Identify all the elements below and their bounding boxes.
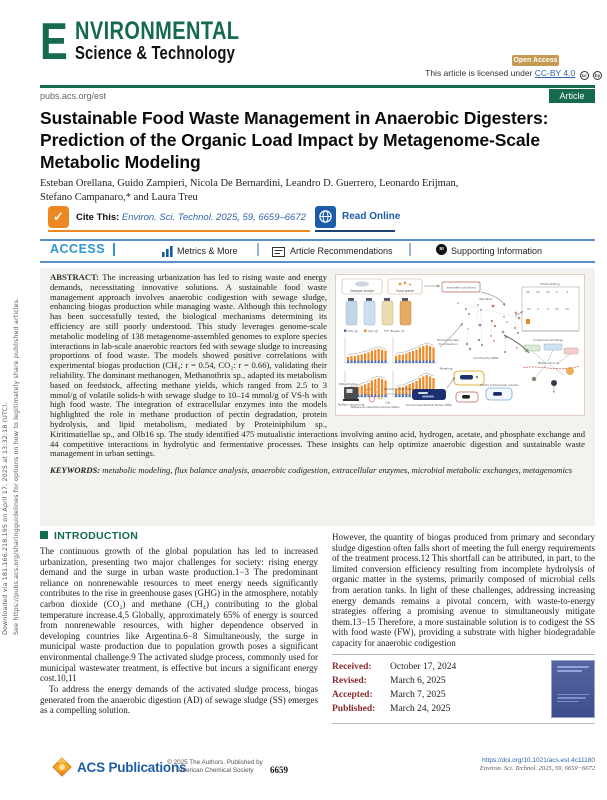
- svg-text:Biogas (L): Biogas (L): [390, 329, 405, 333]
- cc-by-link[interactable]: CC-BY 4.0: [534, 68, 576, 78]
- svg-text:Genome-Scale Metabolic Models: Genome-Scale Metabolic Models (GEMs): [405, 404, 453, 407]
- access-separator-2: [409, 243, 411, 256]
- intro-paragraph-1: The continuous growth of the global population has led to increased urbanization, presenting two major challenges for society: rising energy demand and the surge in urban waste production.1−3 The predominant reliance on nonrenewable resources to meet energy needs significantly contributes to the rise in greenhouse gases (GHG) in the atmosphere, notably carbon dioxide (CO₂) and methane (CH₄) contributing to the global temperature increase.4,5 Globally, approximately 65% of energy is sourced from nonrenewable resources, with higher dependence observed in developing countries like Argentina.6−8 Simultaneously, the surge in municipal waste production due to population growth poses a significant environmental challenge.9 The activated sludge process, commonly used for municipal wastewater treatment, is effective but incurs a significant energy cost.10,11: [40, 546, 318, 684]
- cc-icon: cc: [581, 73, 587, 78]
- dates-row: [332, 660, 595, 718]
- sharing-guidelines-line: See https://pubs.acs.org/sharingguidelines for options on how to legitimately share published articles.: [13, 297, 20, 635]
- cite-underline: [48, 230, 310, 232]
- journal-url: pubs.acs.org/est: [40, 91, 107, 101]
- open-access-badge[interactable]: Open Access: [513, 57, 558, 64]
- article-dates: [332, 660, 551, 718]
- page-title: Sustainable Food Waste Management in Anaerobic Digesters: Prediction of the Organic Load Impact by Metagenome-Scale Metabolic Modeling: [40, 108, 549, 172]
- figure-reactors: [346, 298, 411, 325]
- svg-text:Metabolic reconstruction: Metabolic reconstruction: [383, 388, 413, 391]
- metrics-link[interactable]: Metrics & More: [177, 246, 238, 256]
- received-date: October 17, 2024: [390, 661, 457, 672]
- globe-icon[interactable]: [315, 206, 336, 228]
- svg-text:Metagenome Assembled Genomes (: Metagenome Assembled Genomes (MAGs): [350, 406, 400, 409]
- logo-big-e: E: [40, 13, 68, 71]
- logo-science-technology: Science & Technology: [74, 41, 235, 63]
- svg-text:Methanothrix sp.: Methanothrix sp.: [538, 362, 560, 365]
- svg-text:Modeling: Modeling: [439, 366, 453, 371]
- doi-link[interactable]: https://doi.org/10.1021/acs.est.4c11180: [482, 757, 595, 764]
- recommendations-link[interactable]: Article Recommendations: [290, 246, 393, 256]
- copyright-notice: © 2025 The Authors. Published by American Chemical Society: [167, 759, 263, 774]
- figure-chart-legend: [344, 329, 404, 333]
- svg-text:Sewage sludge: Sewage sludge: [349, 289, 375, 293]
- doi-block: [420, 757, 595, 774]
- download-notice-line: Downloaded via 181.166.218.195 on April 17, 2025 at 13:32:18 (UTC).: [2, 402, 9, 635]
- section-square-icon: [40, 531, 48, 539]
- cite-check-icon[interactable]: ✓: [48, 206, 69, 228]
- metrics-chart-icon: [162, 246, 173, 257]
- recommendations-icon: [272, 247, 285, 257]
- svg-text:Simulated conditions: Simulated conditions: [446, 285, 476, 290]
- svg-text:Day: Day: [385, 401, 391, 405]
- cite-reference: Environ. Sci. Technol. 2025, 59, 6659–6672: [121, 212, 306, 223]
- svg-text:DNA extraction: DNA extraction: [339, 383, 358, 386]
- access-link[interactable]: ACCESS: [50, 242, 106, 256]
- published-date: March 24, 2025: [390, 703, 451, 714]
- svg-text:Validation: Validation: [479, 297, 493, 301]
- svg-text:Food waste: Food waste: [395, 289, 415, 293]
- received-label: Received:: [332, 661, 372, 672]
- license-prefix: This article is licensed under: [425, 68, 533, 78]
- read-online-button[interactable]: Read Online: [342, 211, 401, 222]
- authors-line-2: Stefano Campanaro,* and Laura Treu: [40, 192, 198, 204]
- logo-environmental: NVIRONMENTAL: [74, 17, 240, 45]
- abstract-section: [40, 268, 595, 526]
- journal-logo: [40, 13, 280, 71]
- svg-text:CO₂ (g): CO₂ (g): [368, 329, 379, 333]
- dates-rule-top: [332, 654, 595, 655]
- intro-paragraph-2: To address the energy demands of the activated sludge process, biogas generated from the anaerobic digestion (AD) of sewage sludge (SS) emerges as a compelling solution.: [40, 683, 318, 716]
- license-line: [300, 68, 602, 80]
- access-rule-top: [40, 239, 595, 241]
- read-online-underline: [315, 230, 395, 232]
- page-number: 6659: [270, 765, 288, 775]
- introduction-heading: INTRODUCTION: [40, 530, 318, 542]
- intro-column-left: [40, 530, 318, 716]
- intro-column-right: [332, 532, 595, 729]
- svg-text:Biochemical data: Biochemical data: [437, 339, 459, 342]
- revised-date: March 6, 2025: [390, 675, 446, 686]
- figure-model-testing: [522, 282, 579, 331]
- abstract-label: ABSTRACT:: [50, 272, 100, 282]
- svg-text:Model testing: Model testing: [540, 282, 560, 286]
- article-type-badge: Article: [549, 89, 595, 103]
- acs-gem-icon: [52, 757, 72, 777]
- journal-citation: Environ. Sci. Technol. 2025, 59, 6659−6672: [479, 765, 595, 773]
- authors-line-1: Esteban Orellana, Guido Zampieri, Nicola De Bernardini, Leandro D. Guerrero, Leonardo Erijman,: [40, 178, 459, 189]
- supporting-info-icon: sı: [436, 244, 447, 255]
- cc-by-icon: by: [594, 73, 601, 78]
- keywords-paragraph: [50, 465, 585, 475]
- keywords-label: KEYWORDS:: [50, 465, 101, 476]
- abstract-body: The increasing urbanization has led to rising waste and energy demands, necessitating innovative solutions. A sustainable food waste management approach involves anaerobic codigestion with sewage sludge, enhancing biogas production while managing waste. Although this technology has been successfully tested, the biological mechanisms determining its efficiency are still poorly understood. This study leverages genome-scale metabolic modeling of 138 metagenome-assembled genomes to explore species interactions in lab-scale anaerobic reactors fed with sewage sludge to increasing proportions of food waste. The models showed positive correlations with experimental biogas production (CH₄: r = 0.54, CO₂: r = 0.66), validating their reliability. The dominant methanogen, Methanothrix sp., adapted its metabolism based on feedstock, affecting methane yields, which ranged from 2.5 to 3 mmol/g of volatile solids-h with sewage sludge to 10–14 mmol/g of VS-h with high food waste. The integration of extracellular enzymes into the models highlighted the role in methane production of pectin degradation, protein hydrolysis, and lipid metabolism, mediated by Proteiniphilum sp., Kiritimatiellae sp., and Olb16 sp. The study identified 475 mutualistic interactions involving amino acid, hydrogen, acetate, and phosphate exchange and 44 competitive interactions in hydrolytic and fermentative processes. These insights can help optimize anaerobic digestion and sustainable waste management in urban settings.: [50, 272, 585, 459]
- cite-label: Cite This:: [76, 212, 120, 223]
- dates-rule-bottom: [332, 723, 595, 724]
- svg-text:Shotgun sequencing: Shotgun sequencing: [337, 403, 365, 407]
- access-rule-bottom: [40, 261, 595, 263]
- published-label: Published:: [332, 703, 376, 714]
- author-list: [40, 177, 588, 205]
- figure-input-boxes: [342, 279, 422, 294]
- svg-text:Addition of extracellular enzy: Addition of extracellular enzymes: [479, 384, 519, 387]
- header-rule: [40, 85, 595, 88]
- accepted-label: Accepted:: [332, 689, 373, 700]
- accepted-date: March 7, 2025: [390, 689, 446, 700]
- graphical-abstract: [335, 274, 585, 416]
- access-divider: [113, 243, 115, 256]
- svg-text:Compound exchange: Compound exchange: [533, 338, 563, 342]
- cite-this[interactable]: [76, 212, 306, 223]
- supporting-info-link[interactable]: Supporting Information: [451, 246, 543, 256]
- intro-paragraph-3: However, the quantity of biogas produced from primary and secondary sludge digestion often falls short of meeting the full energy requirements of the treatment process.12 This shortfall can be attributed, in part, to the limited conversion efficiency resulting from incomplete hydrolysis of organic matter in the systems, primarily composed of microbial cells from aeration tanks. In light of these challenges, addressing increasing energy demands remains a pivotal concern, with waste-to-energy strategies offering a promising avenue to simultaneously mitigate them.13−15 Therefore, a more sustainable solution is to codigest the SS with food waste (FW), providing a substrate with higher biodegradable capacity for anaerobic codigestion: [332, 532, 595, 649]
- svg-text:for comparison: for comparison: [438, 343, 458, 346]
- figure-compound-exchange: [523, 338, 579, 393]
- access-separator-1: [257, 243, 259, 256]
- revised-label: Revised:: [332, 675, 367, 686]
- svg-text:Community GEMs: Community GEMs: [473, 356, 499, 360]
- svg-text:CH₄ (g): CH₄ (g): [348, 329, 359, 333]
- acs-publications-label: ACS Publications: [77, 759, 187, 775]
- journal-cover-thumbnail[interactable]: [551, 660, 595, 718]
- keywords-list: metabolic modeling, flux balance analysis, anaerobic codigestion, extracellular enzymes, microbial metabolic exchanges, metagenomics: [102, 465, 573, 476]
